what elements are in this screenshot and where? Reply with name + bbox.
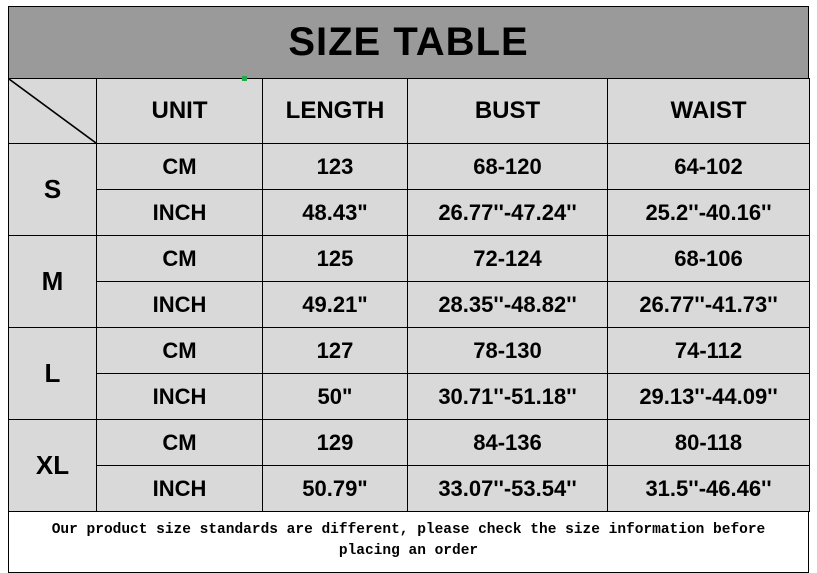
unit-cm: CM [97, 328, 263, 374]
length-cm: 125 [263, 236, 408, 282]
length-cm: 127 [263, 328, 408, 374]
unit-inch: INCH [97, 190, 263, 236]
title-bar [8, 6, 809, 78]
waist-inch: 31.5''-46.46'' [608, 466, 810, 512]
table-row [9, 190, 810, 236]
table-row [9, 144, 810, 190]
length-inch: 50" [263, 374, 408, 420]
footer-line-2: placing an order [338, 543, 479, 560]
table-row [9, 282, 810, 328]
bust-inch: 26.77''-47.24'' [408, 190, 608, 236]
size-table [8, 78, 810, 512]
length-inch: 50.79" [263, 466, 408, 512]
column-header-waist: WAIST [608, 79, 810, 144]
diagonal-divider-icon [9, 79, 96, 143]
length-cm: 123 [263, 144, 408, 190]
unit-cm: CM [97, 144, 263, 190]
length-cm: 129 [263, 420, 408, 466]
waist-inch: 26.77''-41.73'' [608, 282, 810, 328]
waist-inch: 25.2''-40.16'' [608, 190, 810, 236]
size-label-m: M [9, 236, 97, 328]
table-row [9, 466, 810, 512]
size-label-s: S [9, 144, 97, 236]
column-header-unit: UNIT [97, 79, 263, 144]
unit-inch: INCH [97, 282, 263, 328]
footer-note [8, 512, 809, 573]
column-header-length: LENGTH [263, 79, 408, 144]
table-row [9, 236, 810, 282]
bust-inch: 28.35''-48.82'' [408, 282, 608, 328]
bust-cm: 72-124 [408, 236, 608, 282]
table-row [9, 420, 810, 466]
footer-line-1: Our product size standards are different, please check the size information before [51, 522, 766, 538]
bust-cm: 68-120 [408, 144, 608, 190]
waist-cm: 64-102 [608, 144, 810, 190]
waist-cm: 74-112 [608, 328, 810, 374]
page-title: SIZE TABLE [288, 20, 529, 64]
size-label-xl: XL [9, 420, 97, 512]
bust-cm: 84-136 [408, 420, 608, 466]
unit-cm: CM [97, 420, 263, 466]
accent-dot-icon [242, 76, 247, 81]
column-header-bust: BUST [408, 79, 608, 144]
waist-cm: 80-118 [608, 420, 810, 466]
length-inch: 48.43" [263, 190, 408, 236]
unit-cm: CM [97, 236, 263, 282]
bust-inch: 30.71''-51.18'' [408, 374, 608, 420]
table-header-row [9, 79, 810, 144]
waist-inch: 29.13''-44.09'' [608, 374, 810, 420]
waist-cm: 68-106 [608, 236, 810, 282]
table-row [9, 328, 810, 374]
unit-inch: INCH [97, 374, 263, 420]
bust-inch: 33.07''-53.54'' [408, 466, 608, 512]
corner-cell [9, 79, 97, 144]
unit-inch: INCH [97, 466, 263, 512]
table-row [9, 374, 810, 420]
length-inch: 49.21" [263, 282, 408, 328]
size-label-l: L [9, 328, 97, 420]
bust-cm: 78-130 [408, 328, 608, 374]
